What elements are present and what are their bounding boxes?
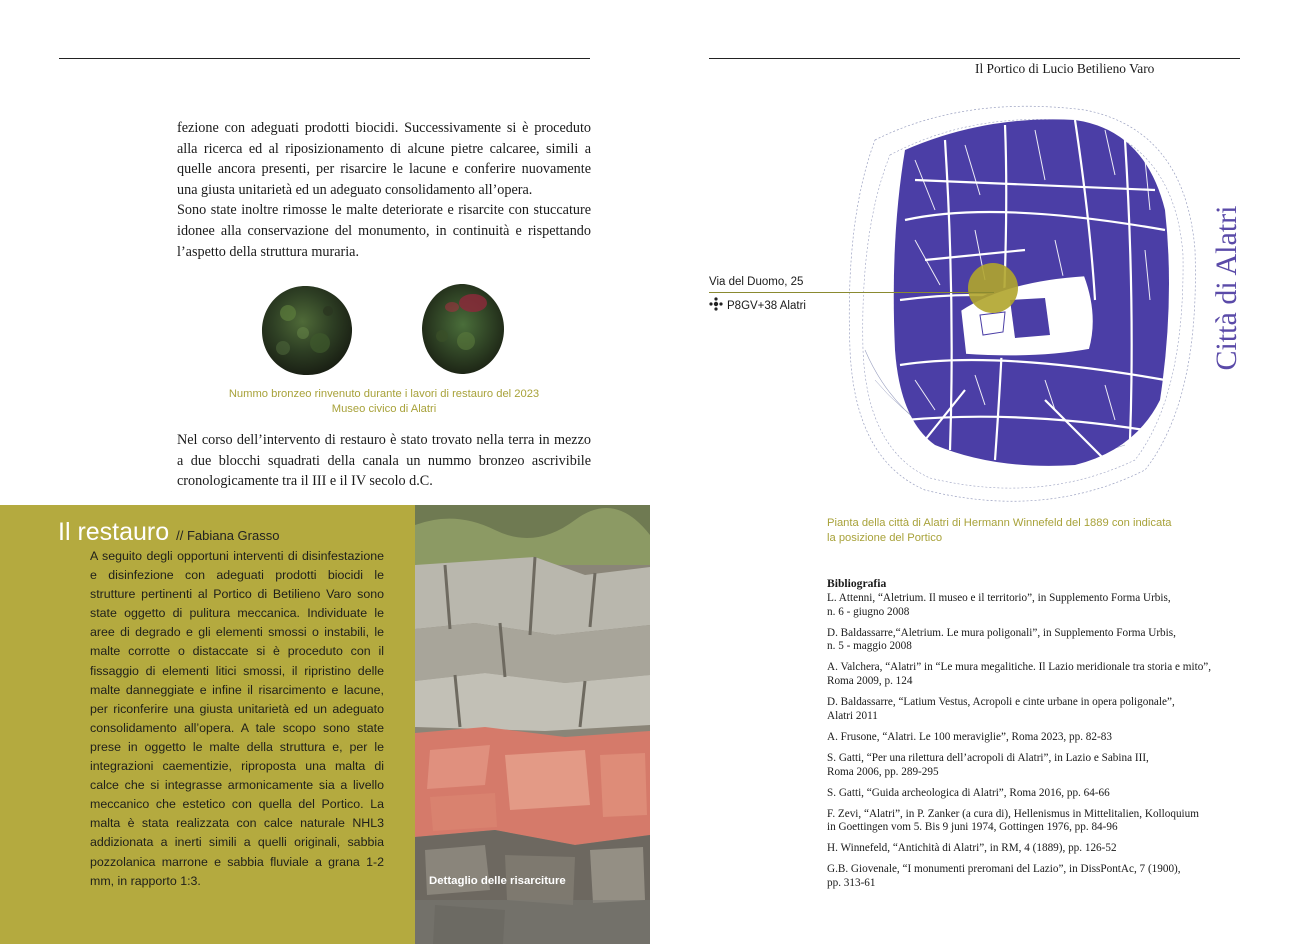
bibliography-entry-line: D. Baldassarre,“Aletrium. Le mura poligonali”, in Supplemento Forma Urbis, [827,626,1176,639]
plus-code-icon [709,297,723,311]
bibliography-entry-line: pp. 313-61 [827,877,876,890]
section-author: // Fabiana Grasso [176,528,280,543]
coin-caption-line1: Nummo bronzeo rinvenuto durante i lavori di restauro del 2023 [228,388,540,400]
bibliography-entry [827,808,1247,836]
city-title-text: Città di Alatri [1210,205,1243,371]
body-paragraph-3: Nel corso dell’intervento di restauro è stato trovato nella terra in mezzo a due blocchi squadrati della canala un nummo bronzeo ascrivibile cronologicamente tra il III e il IV secolo d.C. [177,432,591,490]
bibliography-entry [827,752,1247,780]
address: Via del Duomo, 25 [709,276,804,288]
bibliography-entry [827,863,1247,891]
bibliography-list [827,592,1247,891]
map-caption-line2: la posizione del Portico [827,531,943,544]
bibliography-entry-line: A. Frusone, “Alatri. Le 100 meraviglie”, Roma 2023, pp. 82-83 [827,730,1112,743]
bibliography-entry-line: A. Valchera, “Alatri” in “Le mura megalitiche. Il Lazio meridionale tra storia e mito”, [827,661,1212,674]
section-title [58,518,279,547]
bibliography-entry [827,787,1247,801]
coin-caption [188,387,580,416]
section-text [90,547,384,891]
map-caption [827,516,1247,545]
bibliography-entry-line: L. Attenni, “Aletrium. Il museo e il territorio”, in Supplemento Forma Urbis, [827,591,1171,604]
bibliography-title: Bibliografia [827,577,887,590]
bibliography-entry-line: H. Winnefeld, “Antichità di Alatri”, in RM, 4 (1889), pp. 126-52 [827,842,1117,855]
section-text-body: A seguito degli opportuni interventi di disinfestazione e disinfezione con adeguati prodotti biocidi le strutture pertinenti al Portico di Betilieno Varo sono state oggetto di pulitura meccanica. Individuate le aree di degrado e gli elementi smossi o instabili, le malte corrotte o distaccate si è proceduto con il fissaggio di elementi litici smossi, il ripristino delle malte danneggiate e infine il risarcimento e lacune, per riconferire una giusta unitarietà ed un adeguato consolidamento all’opera. A tale scopo sono state prese in oggetto le malte della struttura e, per le integrazioni caementizie, riproposta una malta di calce che si integrasse armonicamente sia a livello meccanico che estetico con quella del Portico. La malta è stata realizzata con calce naturale NHL3 addizionata a inerti simili a quelli originali, sabbia pozzolanica marrone e sabbia fluviale a grana 1-2 mm, in rapporto 1:3. [90,549,384,888]
map-caption-line1: Pianta della città di Alatri di Hermann Winnefeld del 1889 con indicata [827,517,1172,529]
city-title [1212,198,1242,378]
bibliography-entry [827,696,1247,724]
wall-detail-photo [415,505,650,944]
bibliography-entry [827,661,1247,689]
coin-find-text [177,430,591,492]
bibliography-entry-line: in Goettingen vom 5. Bis 9 juni 1974, Gottingen 1976, pp. 84-96 [827,821,1118,834]
coin-reverse-image [418,281,508,377]
bibliography-entry-line: Alatri 2011 [827,709,878,722]
bibliography-entry [827,731,1247,745]
bibliography-entry-line: F. Zevi, “Alatri”, in P. Zanker (a cura di), Hellenismus in Mittelitalien, Kolloquium [827,807,1199,820]
bibliography-entry [827,842,1247,856]
bibliography-entry-line: S. Gatti, “Per una rilettura dell’acropoli di Alatri”, in Lazio e Sabina III, [827,751,1149,764]
bibliography-entry-line: Roma 2006, pp. 289-295 [827,765,939,778]
body-paragraph-1: fezione con adeguati prodotti biocidi. Successivamente si è proceduto alla ricerca ed al riposizionamento di alcune pietre calcaree, simili a quelle ancora presenti, per risarcire le lacune e conferire nuovamente una giusta unitarietà ed un adeguato consolidamento all’opera. [177,120,591,198]
plus-code-row [709,296,806,314]
section-title-text: Il restauro [58,518,170,546]
left-top-rule [59,58,590,59]
bibliography [827,577,1247,898]
bibliography-entry-line: S. Gatti, “Guida archeologica di Alatri”, Roma 2016, pp. 64-66 [827,786,1110,799]
bibliography-entry-line: n. 6 - giugno 2008 [827,605,910,618]
body-paragraph-2: Sono state inoltre rimosse le malte deteriorate e risarcite con stuccature idonee alla conservazione del monumento, in continuità e rispettando l’aspetto della struttura muraria. [177,202,591,260]
photo-caption: Dettaglio delle risarciture [429,875,566,887]
bibliography-entry [827,592,1247,620]
bibliography-entry-line: G.B. Giovenale, “I monumenti preromani del Lazio”, in DissPontAc, 7 (1900), [827,863,1181,876]
coin-caption-line2: Museo civico di Alatri [331,402,437,415]
address-leader-line [709,292,994,293]
bibliography-entry [827,627,1247,655]
bibliography-entry-line: Roma 2009, p. 124 [827,675,913,688]
city-plan-map [845,100,1205,510]
right-top-rule [709,58,1240,59]
coin-obverse-image [258,283,356,378]
bibliography-entry-line: D. Baldassarre, “Latium Vestus, Acropoli e cinte urbane in opera poligonale”, [827,696,1175,709]
bibliography-entry-line: n. 5 - maggio 2008 [827,640,912,653]
running-header: Il Portico di Lucio Betilieno Varo [975,61,1155,76]
intro-text [177,118,591,262]
plus-code: P8GV+38 Alatri [727,300,806,312]
